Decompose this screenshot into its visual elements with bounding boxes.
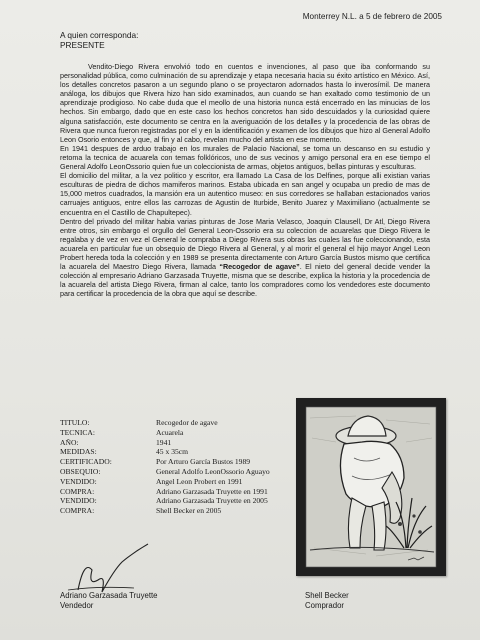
coleccion-text: Dentro del privado del militar habia varias pinturas de Jose Maria Velasco, Joaquin Clausell, Dr Atl, Diego Rivera entre otros, sin embargo el orgullo del General Leon-Ossorio era su coleccion de acuarelas que Diego Rivera le regalaba y de vez en vez el General le compraba a Diego Rivera sus obras las cuales las fue coleccionando, esta acuarela en particular fue un obsequio de Diego Rivera al General, y al morir el general el hijo mayor Angel Leon Probert hereda toda la colección y en 1989 se presenta directamente con Arturo García Bustos mismo que certifica la acuarela del Maestro Diego Rivera, llamada — [60, 216, 430, 272]
detail-label: COMPRA: — [60, 506, 95, 516]
detail-label: VENDIDO: — [60, 476, 97, 486]
salutation-heading: PRESENTE — [60, 40, 105, 50]
detail-row — [60, 506, 270, 516]
salutation-line: A quien corresponda: — [60, 30, 139, 40]
detail-value: 1941 — [156, 437, 172, 447]
buyer-role: Comprador — [305, 601, 344, 610]
watercolor-image — [296, 398, 446, 576]
detail-label: AÑO: — [60, 437, 79, 447]
date-line: Monterrey N.L. a 5 de febrero de 2005 — [302, 12, 442, 21]
artwork-title-emphasis: “Recogedor de agave” — [219, 262, 300, 272]
detail-row — [60, 467, 270, 477]
detail-label: COMPRA: — [60, 486, 95, 496]
detail-label: TITULO: — [60, 418, 90, 427]
detail-value: Adriano Garzasada Truyette en 2005 — [156, 496, 268, 506]
artwork-details — [60, 418, 270, 516]
detail-row — [60, 457, 270, 467]
paragraph-domicilio: El domicilio del militar, a la vez politico y escritor, era llamado La Casa de los Delfines, porque alli existian varias esculturas de piedra de dichos mamiferos marinos. Estaba ubicada en san angel y ocupaba un predio de mas de 15,000 metros cuadrados, la mansión era un autentico museo: en sus corredores se hallaban estacionados varios carruajes antiguos, entre ellos las carrozas de Agustin de Iturbide, Benito Juarez y Maximiliano (actualmente se encuentra en el Castillo de Chapultepec). — [60, 171, 430, 217]
paragraph-1941: En 1941 despues de arduo trabajo en los murales de Palacio Nacional, se toma un descanso en su estudio y retoma la tecnica de acuarela con temas folklóricos, uno de sus vecinos y amigo personal era en ese tiempo el General Adolfo LeonOssorio quien fue un coleccionista de armas, objetos antiguos, bellas pinturas y esculturas. — [60, 143, 430, 172]
detail-label: OBSEQUIO: — [60, 466, 101, 476]
detail-label: MEDIDAS: — [60, 447, 97, 457]
seller-name: Adriano Garzasada Truyette — [60, 591, 158, 600]
buyer-signature-block — [305, 591, 349, 611]
paragraph-coleccion: Dentro del privado del militar habia varias pinturas de Jose Maria Velasco, Joaquin Clausell, Dr Atl, Diego Rivera entre otros, sin embargo el orgullo del General Leon-Ossorio era su coleccion de acuarelas que Diego Rivera le regalaba y de vez en vez el General le compraba a Diego Rivera sus obras las cuales las fue coleccionando, esta acuarela en particular fue un obsequio de Diego Rivera al General, y al morir el general el hijo mayor Angel Leon Probert hereda toda la colección y en 1989 se presenta directamente con Arturo García Bustos mismo que certifica la acuarela del Maestro Diego Rivera, llamada “Recogedor de agave”. El nieto del general decide vender la colección al empresario Adriano Garzasada Truyette, misma que se describe, explica la historia y la procedencia de la acuarela del artista Diego Rivera, firman al calce, tanto los compradores como los vendedores este documento para certificar la procedencia de la obra que aquí se describe. — [60, 216, 430, 299]
closing-text: El nieto del general decide vender la colección al empresario Adriano Garzasada Truyette, misma que se describe, explica la historia y la procedencia de la acuarela del artista Diego Rivera, firman al calce, tanto los compradores como los vendedores este documento para certificar la procedencia de la obra que aquí se describe. — [60, 262, 430, 299]
detail-row — [60, 477, 270, 487]
detail-label: TECNICA: — [60, 427, 96, 437]
seller-signature-block — [60, 591, 158, 611]
detail-value: Acuarela — [156, 427, 184, 437]
paragraph-intro: Vendito-Diego Rivera envolvió todo en cuentos e invenciones, al paso que iba conformando su personalidad pública, como culminación de su aprendizaje y etapa necesaria hacia su éxito artístico en México. Así, los detalles concretos pasaron a un segundo plano o se proyectaron adornados hasta lo inverosímil. De manera análoga, los dibujos que Rivera hizo han sido examinados, aun cuando se han exaltado como testimonio de un aprendizaje prodigioso. No cabe duda que el meollo de una historia nunca está encerrado en las minucias de los hechos. Sin embargo, dado que en este caso los hechos concretos han sido descuidados y la curiosidad quiere alguna satisfacción, este documento se centra en la averiguación de los detalles y la procedencia de las obras de Rivera que nunca fueron registradas por el y en la identificación y examen de los dibujos que hizo al General Adolfo Leon Osorio entonces y que, al fin y al cabo, revelan mucho del artista en ese momento. — [60, 62, 430, 144]
detail-value: 45 x 35cm — [156, 447, 189, 457]
artwork-photo — [296, 398, 446, 576]
detail-row — [60, 418, 270, 428]
detail-row — [60, 428, 270, 438]
detail-value: Adriano Garzasada Truyette en 1991 — [156, 486, 268, 496]
detail-value: Shell Becker en 2005 — [156, 506, 222, 516]
salutation — [60, 30, 138, 50]
detail-label: CERTIFICADO: — [60, 457, 112, 467]
detail-value: General Adolfo LeonOssorio Aguayo — [156, 466, 270, 476]
detail-value: Angel Leon Probert en 1991 — [156, 476, 243, 486]
detail-value: Por Arturo García Bustos 1989 — [156, 457, 251, 467]
detail-row — [60, 496, 270, 506]
letter-body — [60, 62, 430, 298]
detail-row — [60, 487, 270, 497]
detail-row — [60, 447, 270, 457]
detail-label: VENDIDO: — [60, 496, 97, 506]
seller-role: Vendedor — [60, 601, 94, 610]
buyer-name: Shell Becker — [305, 591, 349, 600]
detail-row — [60, 438, 270, 448]
detail-value: Recogedor de agave — [156, 418, 218, 427]
